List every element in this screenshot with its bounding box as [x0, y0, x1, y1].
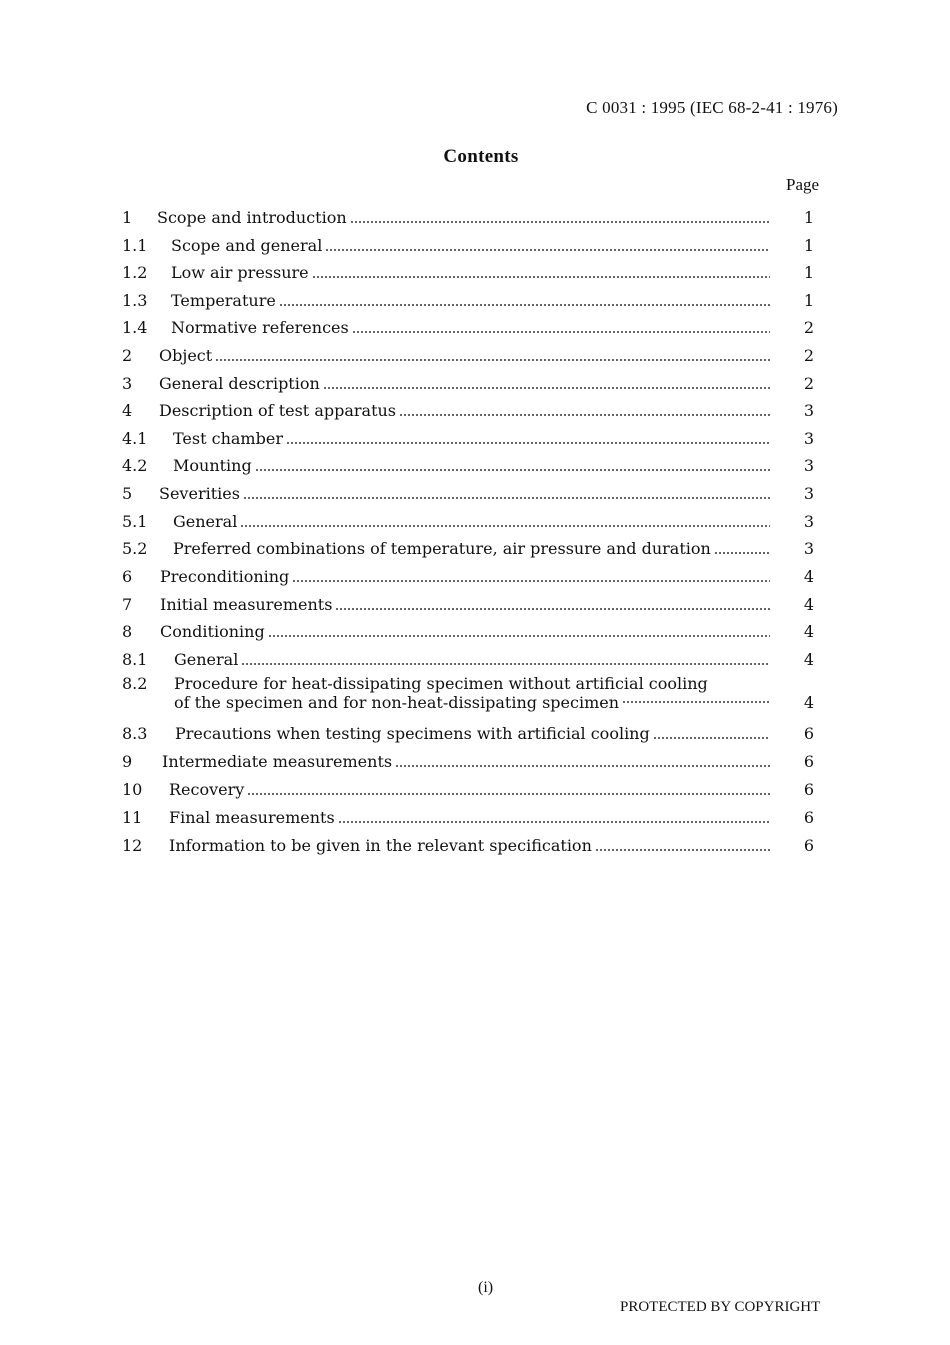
toc-entry-number: 8	[122, 622, 133, 641]
toc-entry-title: Temperature	[171, 291, 276, 310]
page-folio: (i)	[478, 1279, 494, 1296]
toc-entry	[0, 204, 950, 232]
toc-entry-title-continued: of the specimen and for non-heat-dissipating specimen	[174, 693, 620, 712]
toc-entry-page: 6	[803, 752, 815, 771]
dot-leader	[395, 765, 770, 767]
dot-leader	[323, 387, 770, 389]
toc-entry-title: Test chamber	[173, 429, 283, 448]
toc-entry	[0, 342, 950, 370]
toc-entry-page: 3	[803, 539, 815, 558]
toc-entry-number: 4.2	[122, 456, 148, 475]
toc-entry-number: 1.1	[122, 236, 148, 255]
dot-leader	[215, 359, 770, 361]
toc-entry-number: 1.4	[122, 318, 148, 337]
toc-entry-page: 1	[803, 236, 815, 255]
toc-entry-title: Procedure for heat-dissipating specimen without artificial cooling	[174, 674, 708, 693]
standard-reference: C 0031 : 1995 (IEC 68-2-41 : 1976)	[586, 98, 838, 117]
toc-entry-title: Intermediate measurements	[162, 752, 393, 771]
toc-entry	[0, 804, 950, 832]
toc-entry-page: 4	[803, 567, 815, 586]
toc-entry-title: Recovery	[169, 780, 245, 799]
toc-entry	[0, 452, 950, 480]
toc-entry-number: 10	[122, 780, 143, 799]
toc-entry-number: 2	[122, 346, 133, 365]
dot-leader	[255, 469, 770, 471]
toc-entry-title: General	[173, 512, 238, 531]
dot-leader	[335, 608, 770, 610]
toc-entry-page: 4	[803, 693, 815, 712]
toc-entry	[0, 618, 950, 646]
dot-leader	[350, 221, 770, 223]
toc-entry-number: 5.1	[122, 512, 148, 531]
toc-entry-page: 1	[803, 263, 815, 282]
toc-entry	[0, 535, 950, 563]
toc-entry-title: Final measurements	[169, 808, 335, 827]
toc-entry-page: 3	[803, 429, 815, 448]
toc-entry	[0, 674, 950, 720]
toc-entry-page: 3	[803, 401, 815, 420]
toc-entry	[0, 508, 950, 536]
toc-entry-title: Scope and general	[171, 236, 323, 255]
toc-entry-number: 6	[122, 567, 133, 586]
toc-entry	[0, 646, 950, 674]
toc-entry	[0, 370, 950, 398]
toc-entry	[0, 563, 950, 591]
toc-entry-number: 3	[122, 374, 133, 393]
toc-entry	[0, 591, 950, 619]
toc-entry-number: 4.1	[122, 429, 148, 448]
toc-entry-number: 1.2	[122, 263, 148, 282]
dot-leader	[312, 276, 770, 278]
toc-entry	[0, 776, 950, 804]
toc-entry-page: 2	[803, 374, 815, 393]
dot-leader	[241, 663, 770, 665]
toc-entry-title: Preconditioning	[160, 567, 290, 586]
toc-entry-title: Preferred combinations of temperature, air pressure and duration	[173, 539, 711, 558]
toc-entry-number: 12	[122, 836, 143, 855]
toc-entry-page: 6	[803, 808, 815, 827]
toc-entry	[0, 232, 950, 260]
toc-entry	[0, 832, 950, 860]
toc-entry-page: 1	[803, 208, 815, 227]
toc-entry	[0, 480, 950, 508]
toc-entry-title: Precautions when testing specimens with artificial cooling	[175, 724, 650, 743]
toc-entry-title: Low air pressure	[171, 263, 309, 282]
toc-entry-title: Conditioning	[160, 622, 265, 641]
dot-leader	[279, 304, 770, 306]
toc-entry-page: 6	[803, 724, 815, 743]
toc-entry-number: 1.3	[122, 291, 148, 310]
toc-entry-number: 8.3	[122, 724, 148, 743]
dot-leader	[714, 552, 770, 554]
dot-leader	[243, 497, 770, 499]
dot-leader	[286, 442, 770, 444]
toc-entry-number: 11	[122, 808, 143, 827]
dot-leader	[595, 849, 770, 851]
toc-entry-number: 8.2	[122, 674, 148, 693]
dot-leader	[325, 249, 770, 251]
contents-heading: Contents	[443, 146, 519, 167]
toc-entry-page: 4	[803, 595, 815, 614]
toc-entry-number: 7	[122, 595, 133, 614]
copyright-notice: PROTECTED BY COPYRIGHT	[620, 1299, 821, 1315]
toc-entry-page: 6	[803, 780, 815, 799]
toc-entry-title: Scope and introduction	[157, 208, 347, 227]
toc-entry-title: Information to be given in the relevant specification	[169, 836, 592, 855]
toc-entry	[0, 314, 950, 342]
dot-leader	[399, 414, 770, 416]
toc-entry-page: 1	[803, 291, 815, 310]
toc-entry-number: 9	[122, 752, 133, 771]
dot-leader	[268, 635, 770, 637]
page-column-label: Page	[786, 175, 820, 194]
toc-entry-number: 5.2	[122, 539, 148, 558]
toc-entry-page: 3	[803, 512, 815, 531]
toc-entry	[0, 720, 950, 748]
dot-leader	[622, 701, 770, 703]
dot-leader	[653, 737, 770, 739]
toc-entry-number: 8.1	[122, 650, 148, 669]
toc-entry	[0, 748, 950, 776]
dot-leader	[352, 331, 770, 333]
toc-entry-title: Initial measurements	[160, 595, 333, 614]
dot-leader	[338, 821, 770, 823]
toc-entry	[0, 259, 950, 287]
toc-entry-page: 2	[803, 318, 815, 337]
toc-entry	[0, 287, 950, 315]
toc-entry-page: 2	[803, 346, 815, 365]
toc-entry-number: 5	[122, 484, 133, 503]
toc-entry-title: General description	[159, 374, 320, 393]
toc-entry-page: 3	[803, 484, 815, 503]
toc-entry-page: 6	[803, 836, 815, 855]
toc-entry-title: Mounting	[173, 456, 252, 475]
toc-entry-number: 4	[122, 401, 133, 420]
toc-entry-page: 4	[803, 622, 815, 641]
toc-entry-number: 1	[122, 208, 133, 227]
toc-entry	[0, 397, 950, 425]
toc-entry	[0, 425, 950, 453]
toc-entry-title: Severities	[159, 484, 240, 503]
dot-leader	[247, 793, 770, 795]
toc-entry-page: 3	[803, 456, 815, 475]
toc-entry-title: Normative references	[171, 318, 349, 337]
toc-entry-page: 4	[803, 650, 815, 669]
dot-leader	[240, 525, 770, 527]
toc-entry-title: General	[174, 650, 239, 669]
toc-entry-title: Object	[159, 346, 213, 365]
toc-entry-title: Description of test apparatus	[159, 401, 397, 420]
dot-leader	[292, 580, 770, 582]
